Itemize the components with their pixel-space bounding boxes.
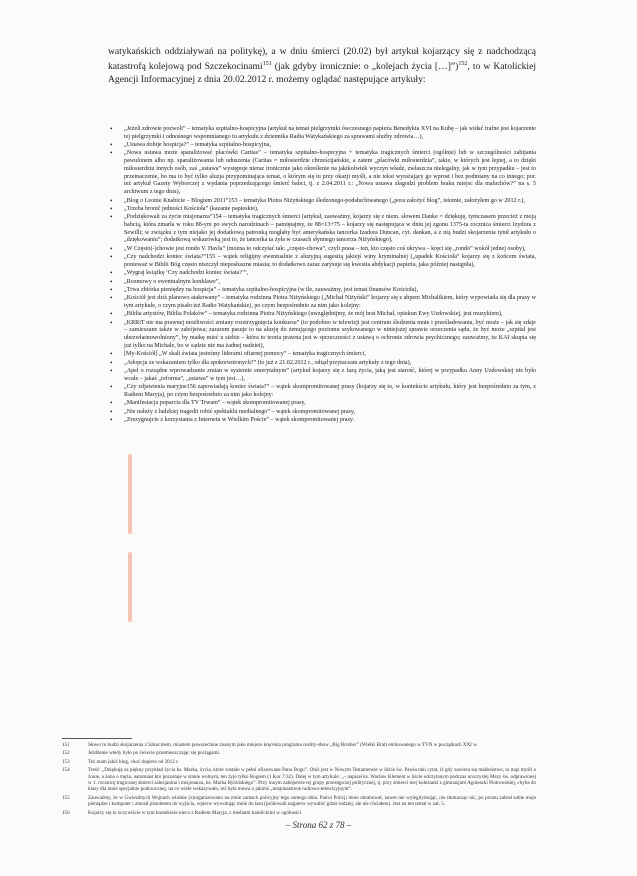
- footnote-text: Treść: „Dziękuję za piękny przykład życia ks. Marka, życia, które zostało w pełni ofiarowane Panu Bogu”. Otóż jest w Nowym Testamencie w liście św. Pawła taki cytat, iż gdy zawiera się małżeństwo, to mąż myśli o żonie, a żona o mężu, natomiast kto pozostaje w stanie wolnym, ten żyje tylko Bogiem (1 Kor 7:32). Dalej w tym artykule: „– napisał ks. Wacław Klement w liście odczytanym podczas uroczystej Mszy św. odprawionej w 1. rocznicę tragicznej śmierci salezjanina i misjonarza, ks. Marka Rybińskiego”. Przy innym zabójstwie tej grupy przestępczej politycznej, tj. przy śmierci mej koleżanki z gimnazjum Agnieszki Piotrowskiej, chyba do klasy dla mnie specjalnie podrzuconej, na co wiele wskazywało, też była mowa o jakimś „misjonarstwie radiowo-telewizyjnym”.: [88, 767, 536, 793]
- list-item: • „Trwa zbiórka pieniędzy na hospicja” – tematyka szpitalno-hospicyjna (w tle, zauważmy, jest temat finansów Kościoła),: [124, 287, 536, 295]
- list-item: • „Blog o Leonie Knabicie – Blogiem 2011”153 – tematyka Piotra Niżyńskiego śledzonego-podsłuchiwanego („pora założyć blog”, istotnie, założyłem go w 2012 r.),: [124, 198, 536, 206]
- footnote-number: 156: [62, 809, 70, 816]
- footnote-text: Jeżdżenie wtedy było po świecie przemieszczając się pociągami.: [88, 750, 221, 757]
- footnote-number: 155: [62, 794, 70, 801]
- list-item: • „Jeżeli zdrowie pozwoli” – tematyka szpitalno-hospicyjna (artykuł na temat pielgrzymki ówczesnego papieża Benedykta XVI na Kubę – jak widać trafne jest kojarzenie tej pielgrzymki i odnośnego wspomnianego tu artykułu z dziennika Radia Watykańskiego za sprawami służby zdrowia…),: [124, 126, 536, 142]
- footnote-ref: 152: [458, 61, 468, 68]
- intro-text-3: , to w Katolickiej Agencji Informacyjnej z dnia 20.02.2012 r. możemy oglądać następujące artykuły:: [108, 61, 536, 85]
- intro-paragraph: [108, 46, 536, 86]
- list-item: • „Manifestacja poparcia dla TV Trwam” – wątek skompromitowanej prasy,: [124, 400, 536, 408]
- footnote-text: Słowo to budzi skojarzenia z Szkocinem, miastem powszechnie znanym jako miejsce kręcenia programu reality-show „Big Brother” (Wielki Brat) emitowanego w TVN w początkach XXI w.: [88, 742, 478, 748]
- footnote: [62, 742, 536, 748]
- list-item: • „Apel o rozsądne wprowadzanie zmian w systemie emerytalnym” (artykuł kojarzy się z fazą życia, jaką jest starość, której w przypadku Anny Uzdowskiej nie było wcale – jakaś „reforma”, „ustawa” w tym jest…),: [124, 368, 536, 384]
- footnote: [62, 810, 536, 816]
- footnote-number: 152: [62, 750, 70, 757]
- intro-text-2: (jak gdyby ironicznie: o „kolejach życia […]”): [271, 61, 459, 73]
- list-item: • „Ustawa dobije hospicja?” – tematyka szpitalno-hospicyjna,: [124, 142, 536, 150]
- footnote-number: 151: [62, 742, 70, 748]
- list-item: • „KRRiT nie ma prawnej możliwości zmiany rozstrzygnięcia konkursu” (to podobno w telewizji jest centrum śledzenia mnie i prześladowania, być może – jak się zdaje – zamieszane także w zabójstwa; zarazem pasuje to na aluzję do żenującego poziomu szykowanego w niniejszej sprawie orzeczenia sądu, że być może „szpital jest ubezwłasnowolniony”, by matkę mieć u siebie – która to teoria prawna jest w sprzeczności z ustawą o ochronie zdrowia psychicznego; zauważmy, że KAI skupia się już tylko na Michale, bo w sądzie nie ma żadnej nadziei),: [124, 320, 536, 351]
- footnote-number: 154: [62, 767, 70, 774]
- article-list: [124, 126, 536, 425]
- list-item: • [My-Kościół] „W skali świata jesteśmy liderami ofiarnej pomocy” – tematyka tragicznych śmierci,: [124, 351, 536, 359]
- list-item: • „Kościół jest dziś planowo atakowany” – tematyka rodzinna Piotra Niżyńskiego („Michał Niżyński” kojarzy się z abpem Michalikiem, który wypowiada się dla prasy w tym artykule, o czym pisało też Radio Watykańskie), po czym bezpośrednio za nim jako kolejny:: [124, 295, 536, 311]
- list-item: • „Adopcja ze wskazaniem tylko dla spokrewnionych?” (to już z 21.02.2012 r., odtąd przytaczam artykuły z tego dnia),: [124, 360, 536, 368]
- list-item: • „Podziękowali za życie misjonarza”154 – tematyka tragicznych śmierci (artykuł, zauważmy, kojarzy się z niem. słowem Danke = dziękuję, tymczasem przecież z moją babcią, która zmarła w roku 88-ym po swych narodzinach – pamiętajmy, że 88=13+75 – kojarzy się następująca w dniu jej zgonu 1375-ta rocznica śmierci Izydora z Sewilli; w związku z tym niejako jej dodatkową patronką mogłaby być amerykańska tancerka Izadora Duncan, cyt. dankan, a z nią budzi skojarzenia tytuł artykułu o „dziękowaniu”; dodatkową wskazówką jest to, że tancerka ta żyła w czasach słynnego tancerza Niżyńskiego),: [124, 214, 536, 245]
- footnote: [62, 795, 536, 808]
- list-item: • „Rozmowy o ewentualnym konklawe”,: [124, 279, 536, 287]
- list-item: • „Czy nadchodzi koniec świata?”155 – wątek religijny ewentualnie z aluzyjną sugestią jakiejś winy kryminalnej („upadek Kościoła” kojarzy się z końcem świata, ponieważ w Biblii Bóg często niszczył nieposłuszne miasta; to dodatkowo zaraz zarysuje się kwestia abdykacji papieża, jaka później nastąpiła),: [124, 254, 536, 270]
- footnote-text: Też mam jakiś blog, choć dopiero od 2012 r.: [88, 758, 179, 765]
- list-item: • „Zrezygnujcie z korzystania z Internetu w Wielkim Poście” – wątek skompromitowanej prasy.: [124, 417, 536, 425]
- list-item: • „Czy zdjawienia maryjne156 zapowiadają koniec świata?” – wątek skompromitowanej prasy (kojarzy się to, w kontekście artykułu, który jest bezpośrednio za tym, z Radiem Maryja), po czym bezpośrednio za nim jako kolejny:: [124, 384, 536, 400]
- list-item: • „Nowa ustawa może sparaliżować placówki Caritas” – tematyka szpitalno-hospicyjna + tematyka tragicznych śmierci (ogólnie) lub w szczególności zabijania pawulonem albo np. sparaliżowania lub uduszenia (Caritas = miłosierdzie chrześcijańskie, a zatem „placówki miłosierdzia”, takie, w których jest lepiej, a to dzięki miłosierdziu innych osób, zaś „ustawa” występuje nieraz ironicznie jako określenie na jakikolwiek wyczyn władz, zwłaszcza nielegalny, jak w tym przypadku – jest to przeinaczenie, bo ma to być tylko aluzja przypominająca temat, o którym się tu przy okazji myśli, a nie tekst wyrażający go wprost i bez podmiany na co innego; por. też artykuł Gazety Wyborczej z wydania poprzedzającego śmierć babci, tj. z 2.04.2011 r.: „Nowa ustawa złagodzi problem braku miejsc dla maluchów?” na s. 5 archiwum z tego dnia),: [124, 150, 536, 197]
- highlighter-mark: [128, 552, 132, 622]
- page-number: – Strona 62 z 78 –: [285, 820, 352, 830]
- list-item: • „W Często(-)chowie jest rondo V. Havla” (można to odczytać tak: „często-chowa”, czyli prasa – ten, kto często coś ukrywa – kręci się „rondo” wokół jednej osoby),: [124, 246, 536, 254]
- list-item: • „Trzeba bronić jedności Kościoła” (kazanie papieskie),: [124, 206, 536, 214]
- list-item: • „Biblia artystów, Biblia Polaków” – tematyka rodzinna Piotra Niżyńskiego (uwzględnijmy, że mój brat Michał, opiekun Ewy Uzdowskiej, jest muzykiem),: [124, 311, 536, 319]
- footnotes: [62, 742, 536, 818]
- footnote-number: 153: [62, 758, 70, 765]
- footnote-text: Kojarzy się to oczywiście w tym kontekście nieco z Radiem Maryja, z mediami katolickimi w ogólności.: [88, 809, 303, 816]
- footnote-separator: [62, 738, 132, 739]
- highlighter-mark: [128, 454, 132, 534]
- footnote: [62, 759, 536, 765]
- footnote: [62, 767, 536, 792]
- list-item: • „Nie należy z ludzkiej tragedii robić spektaklu medialnego” – wątek skompromitowanej prasy,: [124, 409, 536, 417]
- footnote: [62, 750, 536, 756]
- footnote-ref: 151: [262, 61, 272, 68]
- list-item: • „Wygraj książkę ‘Czy nadchodzi koniec świata?’”,: [124, 270, 536, 278]
- intro-text-1: watykańskich oddziaływań na politykę), a w dniu śmierci (20.02) był artykuł kojarzący się z nadchodzącą katastrofą kolejową pod Szczekocinami: [108, 46, 536, 73]
- footnote-text: Zauważmy, że w Gwiezdnych Wojnach właśnie (z)organizowano na mnie zamach policyjny tego samego dnia. Patrol Policji mnie obrabował, nawet nie wylegitymując, nie tłumacząc nic, po prostu zabrał sobie moje pieniądze i komputer i zmusił pistoletem do wyjścia, wpierw wywołując mnie do lasu (próbowali najpierw wywabić gdzie indziej, ale nie chciałem). Jest na ten temat w zał. 5.: [88, 794, 536, 808]
